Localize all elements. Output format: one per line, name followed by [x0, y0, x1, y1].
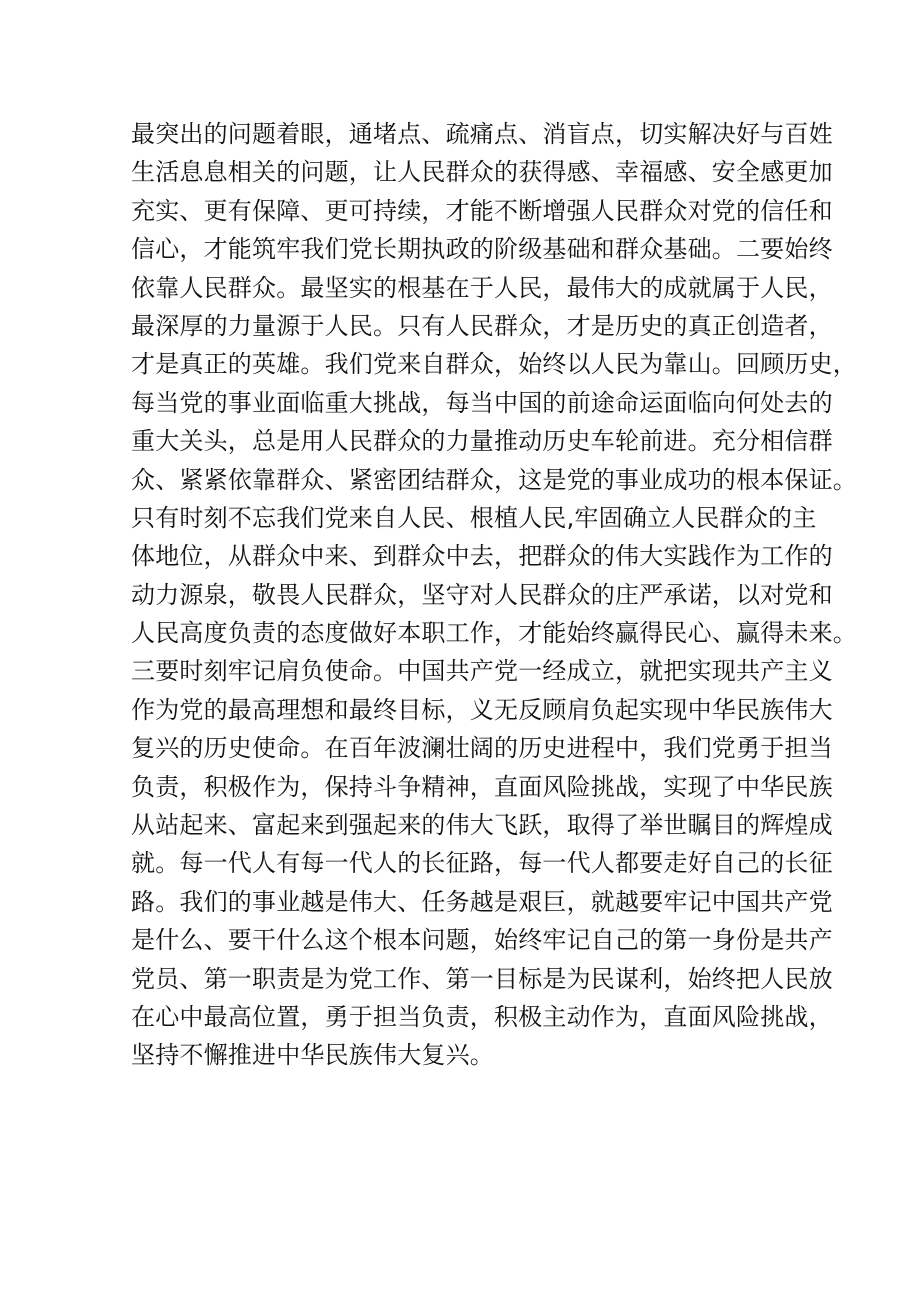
- text-line: 众、紧紧依靠群众、紧密团结群众，这是党的事业成功的根本保证。: [131, 465, 857, 494]
- text-line: 生活息息相关的问题，让人民群众的获得感、幸福感、安全感更加: [131, 158, 833, 187]
- text-line: 坚持不懈推进中华民族伟大复兴。: [131, 1041, 494, 1070]
- text-line: 动力源泉，敬畏人民群众，坚守对人民群众的庄严承诺，以对党和: [131, 580, 833, 609]
- text-line: 复兴的历史使命。在百年波澜壮阔的历史进程中，我们党勇于担当: [131, 734, 833, 763]
- text-line: 才是真正的英雄。我们党来自群众，始终以人民为靠山。回顾历史，: [131, 350, 857, 379]
- text-line: 最深厚的力量源于人民。只有人民群众，才是历史的真正创造者，: [131, 311, 833, 340]
- text-line: 从站起来、富起来到强起来的伟大飞跃，取得了举世瞩目的辉煌成: [131, 811, 833, 840]
- text-line: 依靠人民群众。最坚实的根基在于人民，最伟大的成就属于人民，: [131, 273, 833, 302]
- text-line: 充实、更有保障、更可持续，才能不断增强人民群众对党的信任和: [131, 196, 833, 225]
- text-line: 人民高度负责的态度做好本职工作，才能始终赢得民心、赢得未来。: [131, 619, 857, 648]
- text-line: 重大关头，总是用人民群众的力量推动历史车轮前进。充分相信群: [131, 427, 833, 456]
- text-line: 体地位，从群众中来、到群众中去，把群众的伟大实践作为工作的: [131, 542, 833, 571]
- text-line: 只有时刻不忘我们党来自人民、根植人民,牢固确立人民群众的主: [131, 503, 817, 532]
- body-paragraph: [131, 115, 857, 1075]
- text-line: 每当党的事业面临重大挑战，每当中国的前途命运面临向何处去的: [131, 388, 833, 417]
- text-line: 就。每一代人有每一代人的长征路，每一代人都要走好自己的长征: [131, 849, 833, 878]
- text-line: 作为党的最高理想和最终目标，义无反顾肩负起实现中华民族伟大: [131, 695, 833, 724]
- text-line: 最突出的问题着眼，通堵点、疏痛点、消盲点，切实解决好与百姓: [131, 120, 833, 148]
- text-line: 三要时刻牢记肩负使命。中国共产党一经成立，就把实现共产主义: [131, 657, 833, 686]
- text-line: 在心中最高位置，勇于担当负责，积极主动作为，直面风险挑战，: [131, 1002, 833, 1031]
- text-line: 路。我们的事业越是伟大、任务越是艰巨，就越要牢记中国共产党: [131, 887, 833, 916]
- text-line: 负责，积极作为，保持斗争精神，直面风险挑战，实现了中华民族: [131, 772, 833, 801]
- text-line: 信心，才能筑牢我们党长期执政的阶级基础和群众基础。二要始终: [131, 235, 833, 264]
- text-line: 党员、第一职责是为党工作、第一目标是为民谋利，始终把人民放: [131, 964, 833, 993]
- text-line: 是什么、要干什么这个根本问题，始终牢记自己的第一身份是共产: [131, 926, 833, 955]
